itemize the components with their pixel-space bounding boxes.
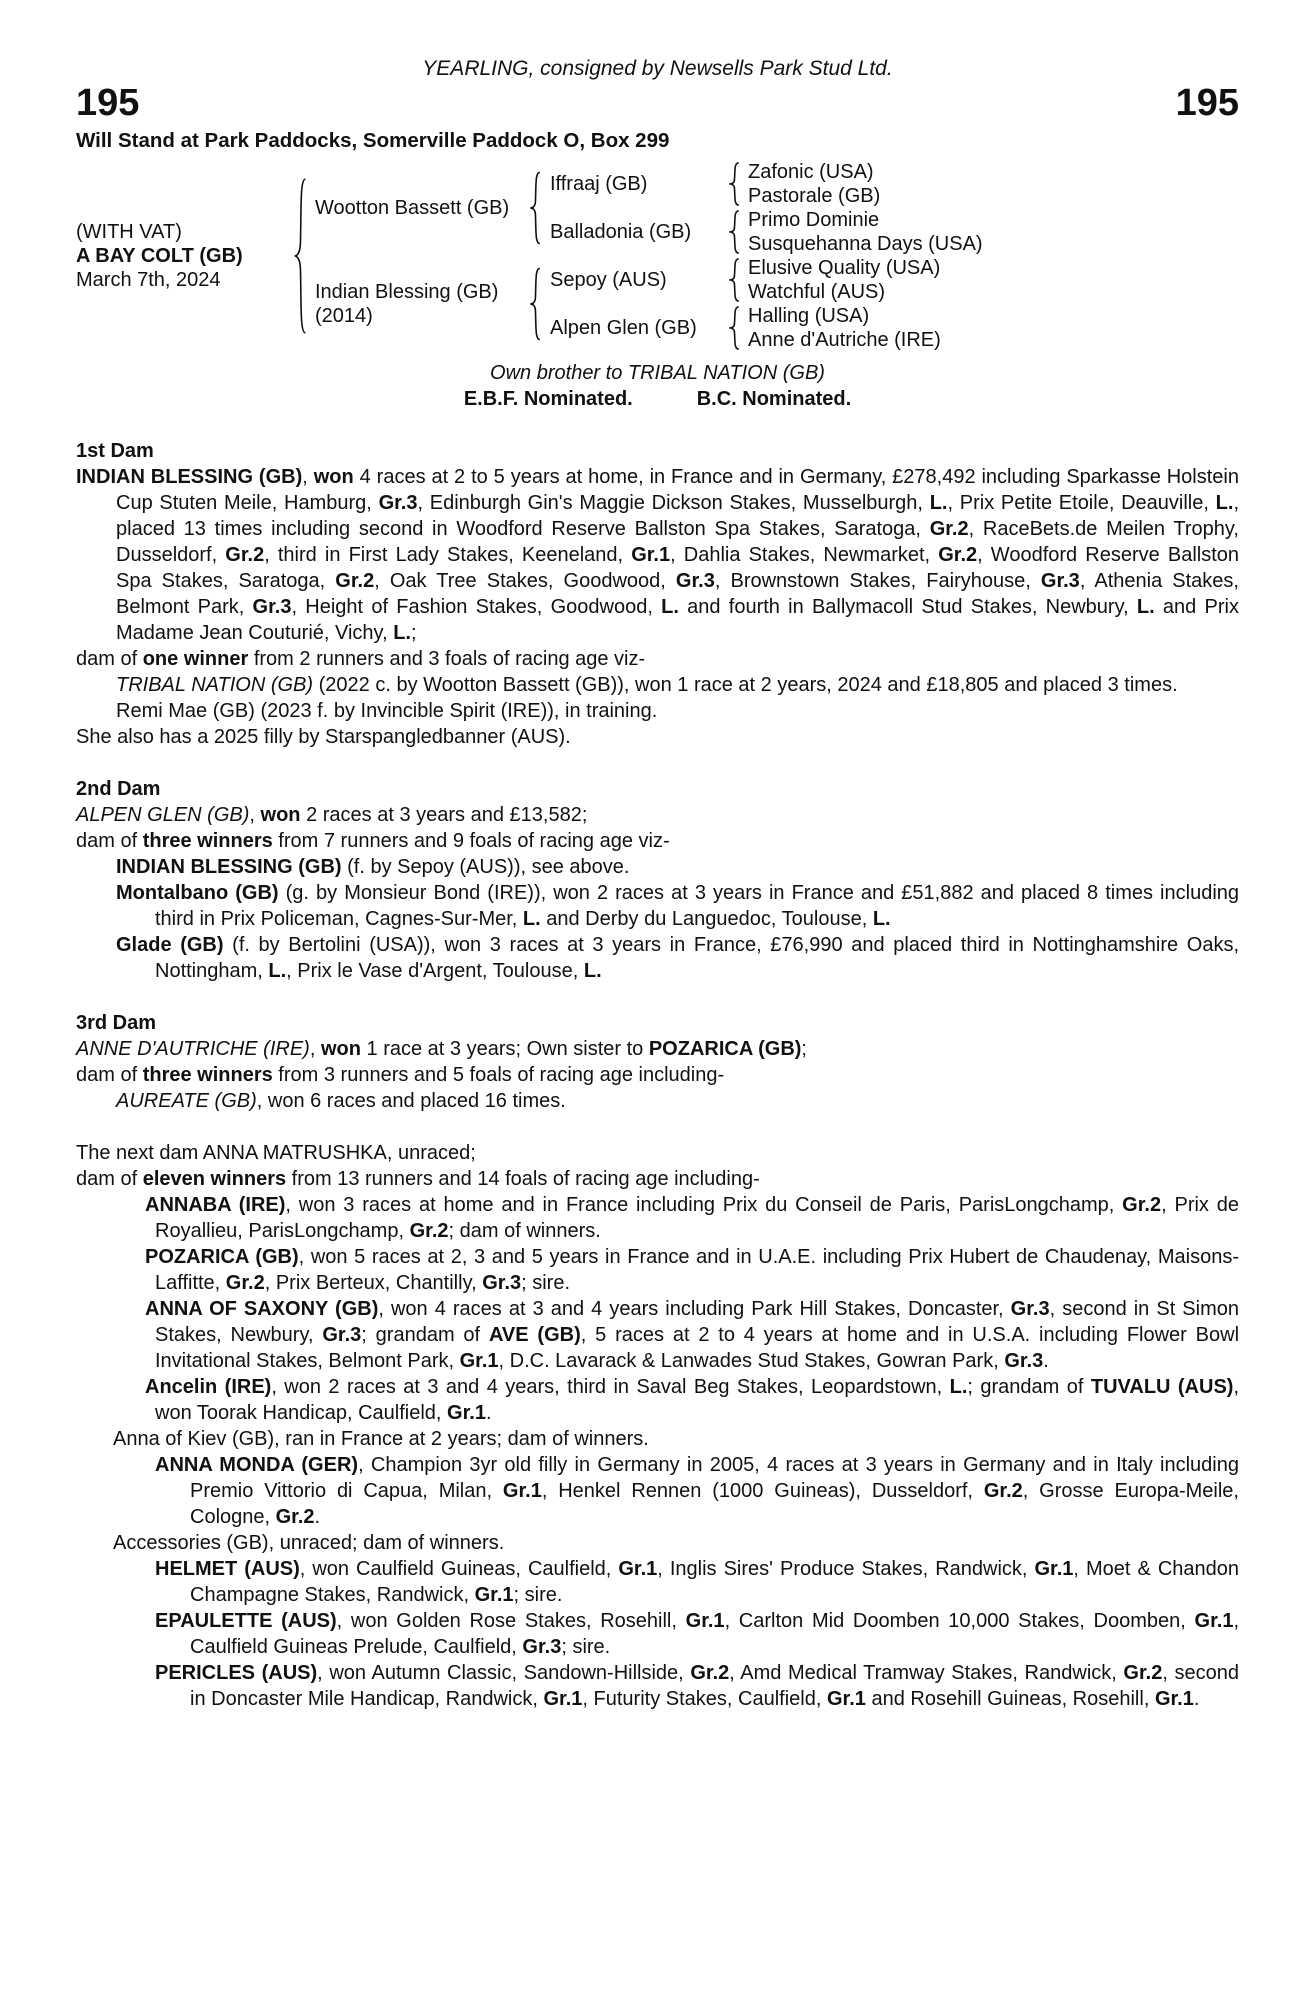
text-segment: (g. by Monsieur Bond (IRE)), won 2 races at 3 years in France and £51,882 and placed 8 times including third in Prix Policeman, Cagnes-Sur-Mer, (155, 882, 1240, 930)
text-segment: , Oak Tree Stakes, Goodwood, (374, 570, 676, 592)
pedigree-paragraph (76, 1140, 1239, 1166)
text-segment: ANNE D'AUTRICHE (IRE) (76, 1038, 310, 1060)
text-segment: Montalbano (GB) (116, 882, 279, 904)
text-segment: , won Golden Rose Stakes, Rosehill, (336, 1610, 686, 1632)
text-segment: ; (410, 622, 417, 644)
text-segment: Anna of Kiev (GB), ran in France at 2 years; dam of winners. (113, 1428, 649, 1450)
text-segment: three winners (142, 830, 273, 852)
text-segment: Gr.2 (690, 1662, 730, 1684)
pedigree-paragraph (76, 698, 1239, 724)
text-segment: Gr.1 (447, 1402, 486, 1424)
text-segment: , Inglis Sires' Produce Stakes, Randwick, (657, 1558, 1035, 1580)
dam-section-heading: 2nd Dam (76, 778, 161, 800)
dam-section-heading: 1st Dam (76, 440, 154, 462)
text-segment: Gr.3 (1040, 570, 1080, 592)
text-segment: dam of (76, 1168, 143, 1190)
nominations-line (76, 386, 1239, 412)
text-segment: POZARICA (GB) (145, 1246, 299, 1268)
great-grandparent-name: Pastorale (GB) (748, 185, 881, 207)
pedigree-brace-icon (520, 256, 550, 352)
pedigree-paragraph (76, 1192, 1239, 1244)
text-segment: , Prix le Vase d'Argent, Toulouse, (286, 960, 584, 982)
text-segment: , (249, 804, 261, 826)
pedigree-paragraph (76, 724, 1239, 750)
text-segment: , Brownstown Stakes, Fairyhouse, (714, 570, 1041, 592)
text-segment: L. (929, 492, 948, 514)
text-segment: The next dam ANNA MATRUSHKA, unraced; (76, 1142, 476, 1164)
pedigree-paragraph (76, 1452, 1239, 1530)
pedigree-paragraph (76, 1556, 1239, 1608)
text-segment: L. (522, 908, 541, 930)
text-segment: Gr.2 (938, 544, 978, 566)
text-segment: Gr.2 (409, 1220, 449, 1242)
text-segment: L. (949, 1376, 968, 1398)
text-segment: Gr.2 (335, 570, 375, 592)
text-segment: eleven winners (142, 1168, 287, 1190)
text-segment: L. (583, 960, 602, 982)
text-segment: , Futurity Stakes, Caulfield, (582, 1688, 827, 1710)
pedigree-paragraph (76, 646, 1239, 672)
text-segment: , Henkel Rennen (1000 Guineas), Dusseldorf, (541, 1480, 984, 1502)
stand-location-line: Will Stand at Park Paddocks, Somerville Paddock O, Box 299 (76, 129, 670, 152)
pedigree-paragraph (76, 1036, 1239, 1062)
text-segment: , won 2 races at 3 and 4 years, third in Saval Beg Stakes, Leopardstown, (271, 1376, 950, 1398)
pedigree-paragraph (76, 1244, 1239, 1296)
text-segment: ; grandam of (361, 1324, 489, 1346)
great-grandparent-name: Zafonic (USA) (748, 161, 874, 183)
dam-section (76, 1010, 1239, 1114)
text-segment: Gr.3 (482, 1272, 522, 1294)
text-segment: dam of (76, 830, 143, 852)
text-segment: Gr.3 (252, 596, 292, 618)
text-segment: 1 race at 3 years; Own sister to (360, 1038, 649, 1060)
text-segment: , Caulfield Guineas Prelude, Caulfield, (190, 1610, 1240, 1658)
text-segment: , 5 races at 2 to 4 years at home and in U.S.A. including Flower Bowl Invitational Stakes, Belmont Park, (155, 1324, 1240, 1372)
text-segment: , (302, 466, 314, 488)
text-segment: ; (801, 1038, 807, 1060)
text-segment: , RaceBets.de Meilen Trophy, Dusseldorf, (116, 518, 1239, 566)
great-grandparent-name: Primo Dominie (748, 209, 880, 231)
text-segment: ; sire. (521, 1272, 571, 1294)
text-segment: PERICLES (AUS) (155, 1662, 318, 1684)
text-segment: L. (1215, 492, 1234, 514)
dam-section-heading: 3rd Dam (76, 1012, 157, 1034)
dam-section (76, 1140, 1239, 1712)
text-segment: Gr.3 (378, 492, 418, 514)
text-segment: . (485, 1402, 492, 1424)
pedigree-paragraph (76, 1374, 1239, 1426)
text-segment: , Champion 3yr old filly in Germany in 2005, 4 races at 3 years in Germany and in Italy including Premio Vittorio di Capua, Milan, (190, 1454, 1239, 1502)
pedigree-paragraph (76, 854, 1239, 880)
text-segment: INDIAN BLESSING (GB) (116, 856, 342, 878)
text-segment: 2 races at 3 years and £13,582; (300, 804, 588, 826)
text-segment: and Rosehill Guineas, Rosehill, (865, 1688, 1155, 1710)
text-segment: , won Caulfield Guineas, Caulfield, (299, 1558, 619, 1580)
vat-label: (WITH VAT) (76, 221, 182, 243)
text-segment: Gr.3 (1004, 1350, 1044, 1372)
dam-section (76, 776, 1239, 984)
text-segment: , Prix Berteux, Chantilly, (264, 1272, 483, 1294)
text-segment: ; sire. (561, 1636, 611, 1658)
text-segment: TUVALU (AUS) (1090, 1376, 1234, 1398)
text-segment: from 3 runners and 5 foals of racing age including- (272, 1064, 725, 1086)
text-segment: Gr.1 (1194, 1610, 1234, 1632)
pedigree-paragraph (76, 1426, 1239, 1452)
text-segment: L. (1136, 596, 1155, 618)
text-segment: , Carlton Mid Doomben 10,000 Stakes, Doomben, (724, 1610, 1195, 1632)
text-segment: Remi Mae (GB) (2023 f. by Invincible Spirit (IRE)), in training. (116, 700, 658, 722)
text-segment: Gr.1 (502, 1480, 542, 1502)
text-segment: ALPEN GLEN (GB) (76, 804, 250, 826)
text-segment: Gr.2 (929, 518, 969, 540)
text-segment: Gr.2 (983, 1480, 1023, 1502)
text-segment: TRIBAL NATION (GB) (116, 674, 314, 696)
pedigree-brace-icon (720, 208, 748, 256)
text-segment: , Prix de Royallieu, ParisLongchamp, (155, 1194, 1239, 1242)
text-segment: , Grosse Europa-Meile, Cologne, (190, 1480, 1239, 1528)
lot-number-right: 195 (1175, 82, 1239, 124)
granddam-name: Balladonia (GB) (550, 221, 692, 243)
dam-name-block (315, 280, 520, 328)
text-segment: , placed 13 times including second in Woodford Reserve Ballston Spa Stakes, Saratoga, (116, 492, 1239, 540)
pedigree-brace-icon (520, 160, 550, 256)
text-segment: , Dahlia Stakes, Newmarket, (670, 544, 939, 566)
text-segment: (2022 c. by Wootton Bassett (GB)), won 1 race at 2 years, 2024 and £18,805 and placed 3 times. (313, 674, 1178, 696)
great-grandparent-name: Halling (USA) (748, 305, 870, 327)
text-segment: Gr.3 (522, 1636, 562, 1658)
horse-info-block (76, 220, 285, 292)
text-segment: , Athenia Stakes, Belmont Park, (116, 570, 1239, 618)
dam-name: Indian Blessing (GB) (315, 281, 499, 303)
text-segment: one winner (142, 648, 249, 670)
pedigree-brace-icon (285, 160, 315, 352)
pedigree-paragraph (76, 1530, 1239, 1556)
foal-date: March 7th, 2024 (76, 269, 221, 291)
text-segment: Gr.3 (675, 570, 715, 592)
text-segment: Ancelin (IRE) (145, 1376, 272, 1398)
pedigree-paragraph (76, 1608, 1239, 1660)
text-segment: , second in St Simon Stakes, Newbury, (155, 1298, 1239, 1346)
text-segment: L. (268, 960, 287, 982)
text-segment: , won Autumn Classic, Sandown-Hillside, (317, 1662, 691, 1684)
own-brother-prefix: Own brother to (490, 362, 628, 384)
pedigree-paragraph (76, 1660, 1239, 1712)
text-segment: 4 races at 2 to 5 years at home, in France and in Germany, £278,492 including Sparkasse Holstein Cup Stuten Meile, Hamburg, (116, 466, 1239, 514)
text-segment: , won Toorak Handicap, Caulfield, (155, 1376, 1240, 1424)
text-segment: Gr.1 (1154, 1688, 1194, 1710)
text-segment: HELMET (AUS) (155, 1558, 300, 1580)
text-segment: L. (393, 622, 411, 644)
text-segment: , Woodford Reserve Ballston Spa Stakes, Saratoga, (116, 544, 1240, 592)
text-segment: , won 4 races at 3 and 4 years including Park Hill Stakes, Doncaster, (378, 1298, 1011, 1320)
dam-year: (2014) (315, 305, 373, 327)
text-segment: . (314, 1506, 321, 1528)
text-segment: from 13 runners and 14 foals of racing age including- (286, 1168, 760, 1190)
text-segment: and Derby du Languedoc, Toulouse, (540, 908, 873, 930)
pedigree-paragraph (76, 880, 1239, 932)
text-segment: ; grandam of (967, 1376, 1091, 1398)
text-segment: Glade (GB) (116, 934, 224, 956)
text-segment: Gr.1 (543, 1688, 583, 1710)
granddam-name: Alpen Glen (GB) (550, 317, 697, 339)
text-segment: , won 3 races at home and in France including Prix du Conseil de Paris, ParisLongchamp, (285, 1194, 1123, 1216)
grandsire-name: Sepoy (AUS) (550, 269, 667, 291)
bc-nominated-label: B.C. Nominated. (696, 388, 852, 410)
text-segment: won (313, 466, 354, 488)
text-segment: Gr.2 (225, 1272, 265, 1294)
text-segment: EPAULETTE (AUS) (155, 1610, 337, 1632)
text-segment: dam of (76, 648, 143, 670)
text-segment: ; dam of winners. (448, 1220, 601, 1242)
consignor-line: YEARLING, consigned by Newsells Park Stud Ltd. (422, 57, 893, 80)
text-segment: ANNA OF SAXONY (GB) (145, 1298, 379, 1320)
pedigree-brace-icon (720, 256, 748, 304)
grandsire-name: Iffraaj (GB) (550, 173, 648, 195)
text-segment: from 7 runners and 9 foals of racing age viz- (272, 830, 670, 852)
text-segment: Gr.1 (618, 1558, 658, 1580)
text-segment: Gr.1 (1034, 1558, 1074, 1580)
pedigree-paragraph (76, 828, 1239, 854)
text-segment: and fourth in Ballymacoll Stud Stakes, Newbury, (678, 596, 1137, 618)
text-segment: ANNABA (IRE) (145, 1194, 286, 1216)
text-segment: L. (872, 908, 891, 930)
pedigree-paragraph (76, 672, 1239, 698)
great-grandparent-name: Susquehanna Days (USA) (748, 233, 983, 255)
text-segment: , Height of Fashion Stakes, Goodwood, (291, 596, 662, 618)
pedigree-paragraph (76, 932, 1239, 984)
text-segment: , second in Doncaster Mile Handicap, Randwick, (190, 1662, 1239, 1710)
pedigree-brace-icon (720, 160, 748, 208)
text-segment: Gr.1 (685, 1610, 725, 1632)
text-segment: Gr.3 (322, 1324, 362, 1346)
text-segment: . (1043, 1350, 1049, 1372)
text-segment: Gr.1 (826, 1688, 866, 1710)
text-segment: , won 5 races at 2, 3 and 5 years in France and in U.A.E. including Prix Hubert de Chaudenay, Maisons-Laffitte, (155, 1246, 1239, 1294)
pedigree-paragraph (76, 802, 1239, 828)
text-segment: Gr.1 (474, 1584, 514, 1606)
text-segment: and Prix Madame Jean Couturié, Vichy, (116, 596, 1239, 644)
text-segment: INDIAN BLESSING (GB) (76, 466, 303, 488)
text-segment: , Moet & Chandon Champagne Stakes, Randwick, (190, 1558, 1239, 1606)
pedigree-paragraph (76, 1296, 1239, 1374)
text-segment: Gr.3 (1010, 1298, 1050, 1320)
text-segment: She also has a 2025 filly by Starspangledbanner (AUS). (76, 726, 571, 748)
pedigree-paragraph (76, 1062, 1239, 1088)
text-segment: Gr.2 (275, 1506, 315, 1528)
dam-section (76, 438, 1239, 750)
text-segment: , Prix Petite Etoile, Deauville, (947, 492, 1216, 514)
text-segment: POZARICA (GB) (648, 1038, 802, 1060)
text-segment: . (1193, 1688, 1200, 1710)
sire-name: Wootton Bassett (GB) (315, 197, 510, 219)
text-segment: , Amd Medical Tramway Stakes, Randwick, (729, 1662, 1124, 1684)
lot-row (76, 82, 1239, 124)
text-segment: (f. by Sepoy (AUS)), see above. (341, 856, 630, 878)
great-grandparent-name: Anne d'Autriche (IRE) (748, 329, 941, 351)
text-segment: ; sire. (513, 1584, 563, 1606)
text-segment: three winners (142, 1064, 273, 1086)
text-segment: , won 6 races and placed 16 times. (256, 1090, 566, 1112)
text-segment: ANNA MONDA (GER) (155, 1454, 359, 1476)
pedigree-paragraph (76, 1088, 1239, 1114)
text-segment: Gr.1 (631, 544, 671, 566)
own-brother-line (76, 360, 1239, 386)
text-segment: , Edinburgh Gin's Maggie Dickson Stakes, Musselburgh, (417, 492, 930, 514)
text-segment: Gr.2 (1123, 1662, 1163, 1684)
text-segment: Gr.2 (225, 544, 265, 566)
pedigree-paragraph (76, 1166, 1239, 1192)
pedigree-paragraph (76, 464, 1239, 646)
text-segment: Accessories (GB), unraced; dam of winners. (113, 1532, 505, 1554)
text-segment: (f. by Bertolini (USA)), won 3 races at 3 years in France, £76,990 and placed third in Nottinghamshire Oaks, Nottingham, (155, 934, 1240, 982)
text-segment: , (309, 1038, 321, 1060)
horse-description: A BAY COLT (GB) (76, 245, 243, 267)
text-segment: , D.C. Lavarack & Lanwades Stud Stakes, Gowran Park, (498, 1350, 1005, 1372)
lot-number-left: 195 (76, 82, 140, 124)
text-segment: AUREATE (GB) (116, 1090, 257, 1112)
pedigree-brace-icon (720, 304, 748, 352)
text-segment: Gr.1 (459, 1350, 499, 1372)
text-segment: , third in First Lady Stakes, Keeneland, (264, 544, 632, 566)
text-segment: L. (661, 596, 679, 618)
pedigree-table (76, 160, 1239, 352)
text-segment: won (260, 804, 301, 826)
great-grandparent-name: Watchful (AUS) (748, 281, 886, 303)
produce-record (76, 438, 1239, 1712)
text-segment: from 2 runners and 3 foals of racing age viz- (248, 648, 646, 670)
text-segment: dam of (76, 1064, 143, 1086)
great-grandparent-name: Elusive Quality (USA) (748, 257, 941, 279)
ebf-nominated-label: E.B.F. Nominated. (463, 388, 633, 410)
own-brother-name: TRIBAL NATION (GB) (627, 362, 825, 384)
text-segment: won (320, 1038, 361, 1060)
text-segment: AVE (GB) (488, 1324, 581, 1346)
text-segment: Gr.2 (1122, 1194, 1162, 1216)
